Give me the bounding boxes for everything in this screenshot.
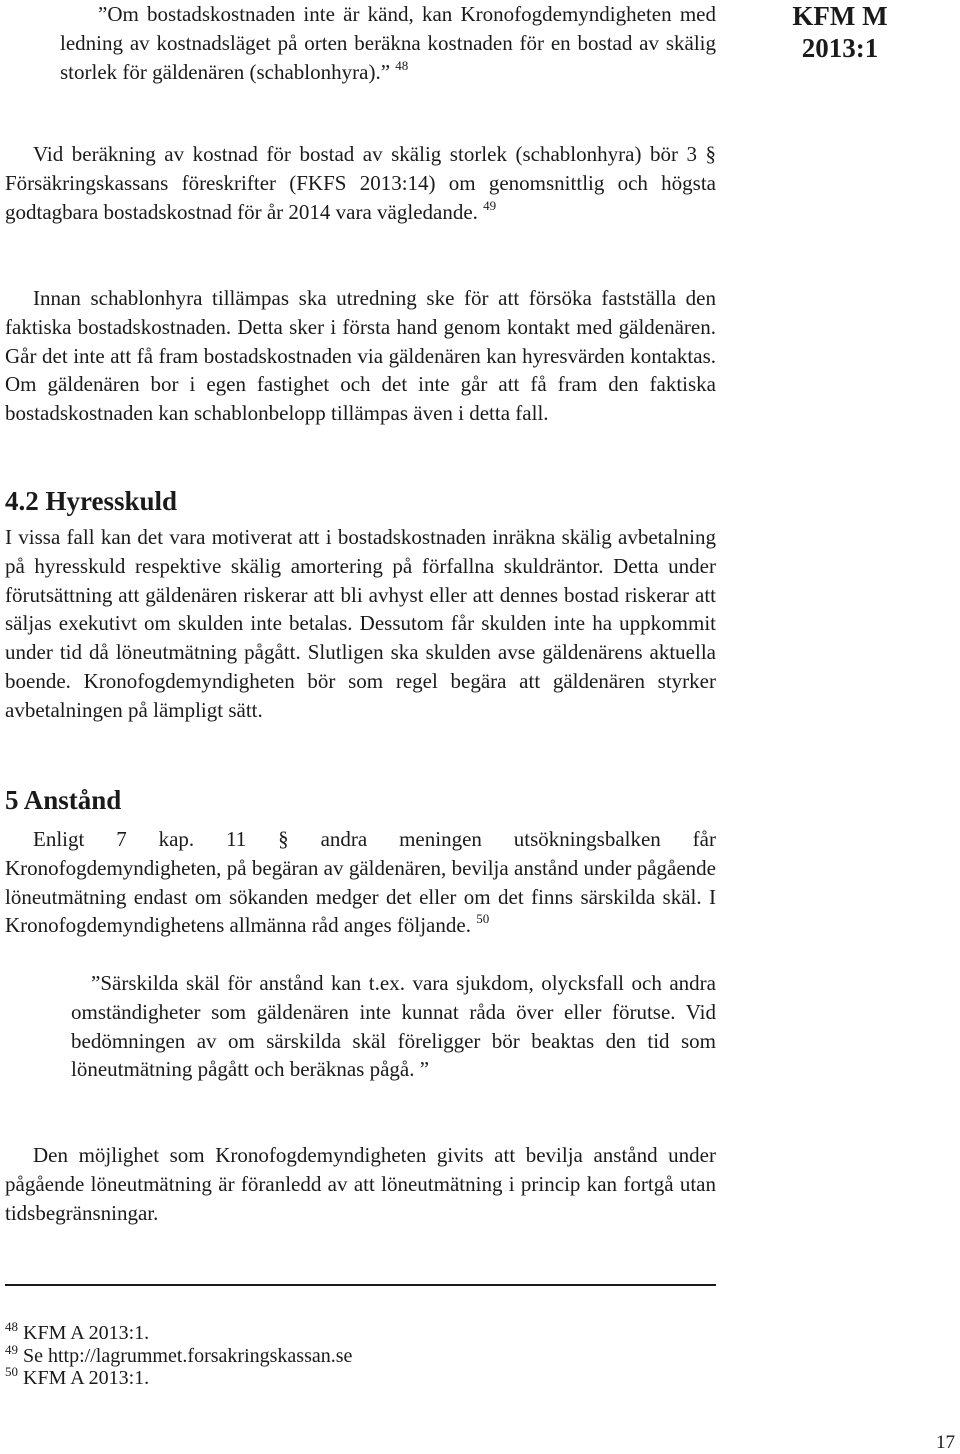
footnote-number: 50 (5, 1364, 18, 1379)
footnote-ref-48[interactable]: 48 (395, 57, 409, 73)
footnote-ref-49[interactable]: 49 (483, 197, 497, 213)
paragraph-anstand-text: Enligt 7 kap. 11 § andra meningen utsökningsbalken får Kronofogdemyndigheten, på begäran av gäldenären, bevilja anstånd under pågående löneutmätning endast om sökanden medger det eller om det finns särskilda skäl. I Kronofogdemyndighetens allmänna råd anges följande. (5, 827, 716, 938)
paragraph-mojlighet: Den möjlighet som Kronofogdemyndigheten givits att bevilja anstånd under pågående löneutmätning är föranledd av att löneutmätning i princip kan fortgå utan tidsbegränsningar. (5, 1143, 716, 1225)
footnote-49 (5, 1341, 716, 1368)
quote-close-mark: ” (419, 1057, 430, 1082)
quote-allmanna-rad-text: Särskilda skäl för anstånd kan t.ex. vara sjukdom, olycksfall och andra omständigheter som gäldenären inte kunnat råda över eller förutse. Vid bedömningen av om särskilda skäl föreligger bör beaktas den tid som löneutmätning pågått och beräknas pågå. (71, 971, 716, 1082)
paragraph-hyresskuld: I vissa fall kan det vara motiverat att i bostadskostnaden inräkna skälig avbetalning på hyresskuld respektive skälig amortering på förfallna skuldräntor. Detta under förutsättning att gäldenären riskerar att bli avhyst eller att dennes bostad riskerar att säljas exekutivt om skulden inte betalas. Dessutom får skulden inte ha uppkommit under tid då löneutmätning pågått. Slutligen ska skulden avse gäldenärens aktuella boende. Kronofogdemyndigheten bör som regel begära att gäldenären styrker avbetalningen på lämpligt sätt. (5, 525, 716, 722)
footnote-text: KFM A 2013:1. (23, 1322, 150, 1344)
paragraph-utredning: Innan schablonhyra tillämpas ska utredning ske för att försöka fastställa den faktiska bostadskostnaden. Detta sker i första hand genom kontakt med gäldenären. Går det inte att få fram bostadskostnaden via gäldenären kan hyresvärden kontaktas. Om gäldenären bor i egen fastighet och det inte går att få fram den faktiska bostadskostnaden kan schablonbelopp tillämpas även i detta fall. (5, 286, 716, 426)
footnotes (5, 1319, 716, 1390)
paragraph-anstand (5, 825, 716, 940)
quote-open-mark: ” (98, 2, 108, 26)
quote-allmanna-rad (71, 969, 716, 1084)
quote-top-text: Om bostadskostnaden inte är känd, kan Kronofogdemyndigheten med ledning av kostnadsläget på orten beräkna kostnaden för en bostad av skälig storlek för gäldenären (schablonhyra). (60, 2, 716, 84)
paragraph-schablonhyra-text: Vid beräkning av kostnad för bostad av skälig storlek (schablonhyra) bör 3 § Försäkringskassans föreskrifter (FKFS 2013:14) om genomsnittlig och högsta godtagbara bostadskostnad för år 2014 vara vägledande. (5, 142, 716, 224)
document-code-line1: KFM M (792, 1, 888, 31)
footnote-50 (5, 1364, 716, 1390)
section-heading-5: 5 Anstånd (5, 785, 122, 815)
paragraph-schablonhyra (5, 140, 716, 226)
document-code (780, 0, 900, 64)
footnote-text: KFM A 2013:1. (23, 1367, 150, 1389)
footnote-number: 49 (5, 1341, 18, 1357)
document-code-line2: 2013:1 (801, 33, 879, 63)
footnote-link[interactable]: Se http://lagrummet.forsakringskassan.se (23, 1344, 353, 1367)
footnote-number: 48 (5, 1319, 18, 1334)
footnote-divider (5, 1284, 716, 1286)
footnote-48 (5, 1319, 716, 1345)
section-heading-4-2: 4.2 Hyresskuld (5, 486, 178, 516)
quote-top (60, 0, 716, 86)
footnote-ref-50[interactable]: 50 (476, 911, 490, 927)
quote-close-mark: ” (380, 59, 391, 84)
page-number: 17 (936, 1432, 955, 1453)
quote-open-mark: ” (91, 971, 101, 995)
